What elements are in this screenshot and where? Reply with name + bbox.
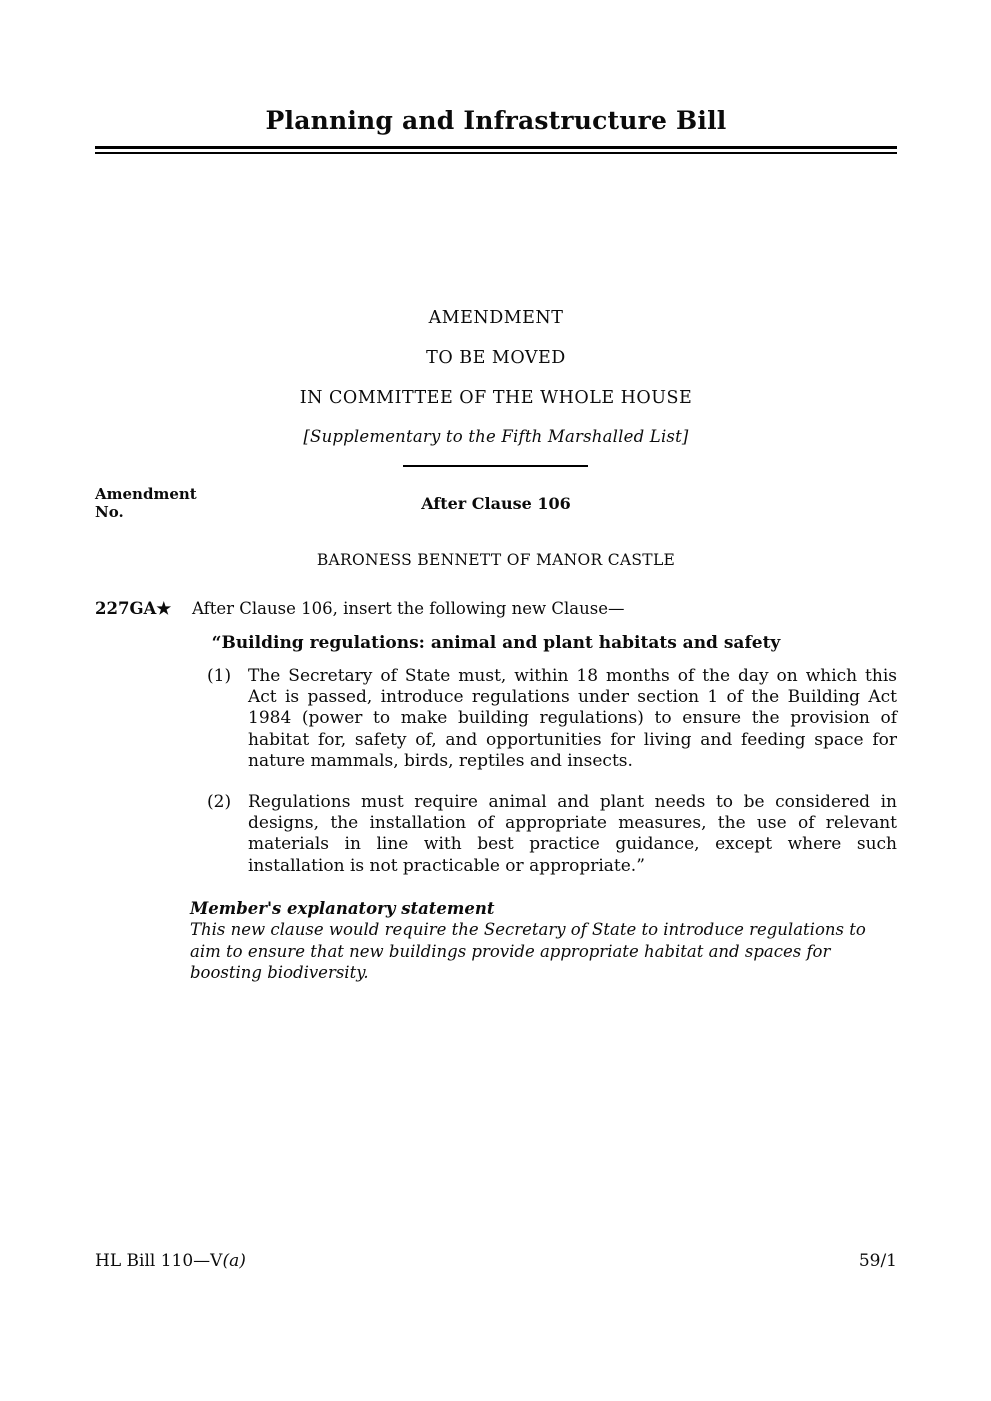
amendment-number-text: 227GA <box>95 599 157 618</box>
explanatory-statement-title: Member's explanatory statement <box>190 899 495 918</box>
amendment-number <box>95 599 192 618</box>
page-footer <box>95 1251 897 1271</box>
supplementary-note: [Supplementary to the Fifth Marshalled List] <box>303 427 689 446</box>
preamble-line-committee: IN COMMITTEE OF THE WHOLE HOUSE <box>299 388 693 408</box>
amendment-instruction: After Clause 106, insert the following new Clause— <box>192 599 625 618</box>
amendment-no-label-line2: No. <box>95 502 124 521</box>
explanatory-statement-text: This new clause would require the Secretary of State to introduce regulations to aim to ensure that new buildings provide appropriate habitat and spaces for boosting biodiversity. <box>190 920 866 982</box>
new-amendment-star-icon: ★ <box>156 599 172 618</box>
explanatory-statement-block <box>190 898 900 984</box>
subclause-text: The Secretary of State must, within 18 months of the day on which this Act is passed, introduce regulations under section 1 of the Building Act 1984 (power to make building regulations) to ensure the provision of habitat for, safety of, and opportunities for living and feeding space for nature mammals, birds, reptiles and insects. <box>248 666 897 771</box>
new-clause-title: “Building regulations: animal and plant habitats and safety <box>211 633 781 653</box>
subclause-number: (1) <box>207 666 232 686</box>
subclause-text: Regulations must require animal and plant needs to be considered in designs, the installation of appropriate measures, the use of relevant materials in line with best practice guidance, except where such installation is not practicable or appropriate.” <box>248 792 897 876</box>
mover-name: BARONESS BENNETT OF MANOR CASTLE <box>316 551 676 569</box>
footer-bill-reference-text: HL Bill 110—V <box>95 1251 223 1271</box>
amendment-no-label-line1: Amendment <box>95 485 197 503</box>
after-clause-heading: After Clause 106 <box>421 494 571 513</box>
subclause-number: (2) <box>207 792 232 812</box>
preamble-block <box>95 308 897 446</box>
preamble-line-amendment: AMENDMENT <box>428 308 564 328</box>
amendment-opening-line <box>95 599 897 618</box>
footer-bill-reference-suffix: (a) <box>222 1251 246 1271</box>
footer-bill-reference <box>95 1251 246 1271</box>
footer-page-number: 59/1 <box>858 1251 897 1271</box>
section-divider-rule <box>403 465 588 467</box>
subclause-item <box>207 792 897 877</box>
subclause-item <box>207 666 897 772</box>
preamble-line-to-be-moved: TO BE MOVED <box>426 348 566 368</box>
bill-title: Planning and Infrastructure Bill <box>265 106 727 135</box>
title-double-rule <box>95 146 897 154</box>
